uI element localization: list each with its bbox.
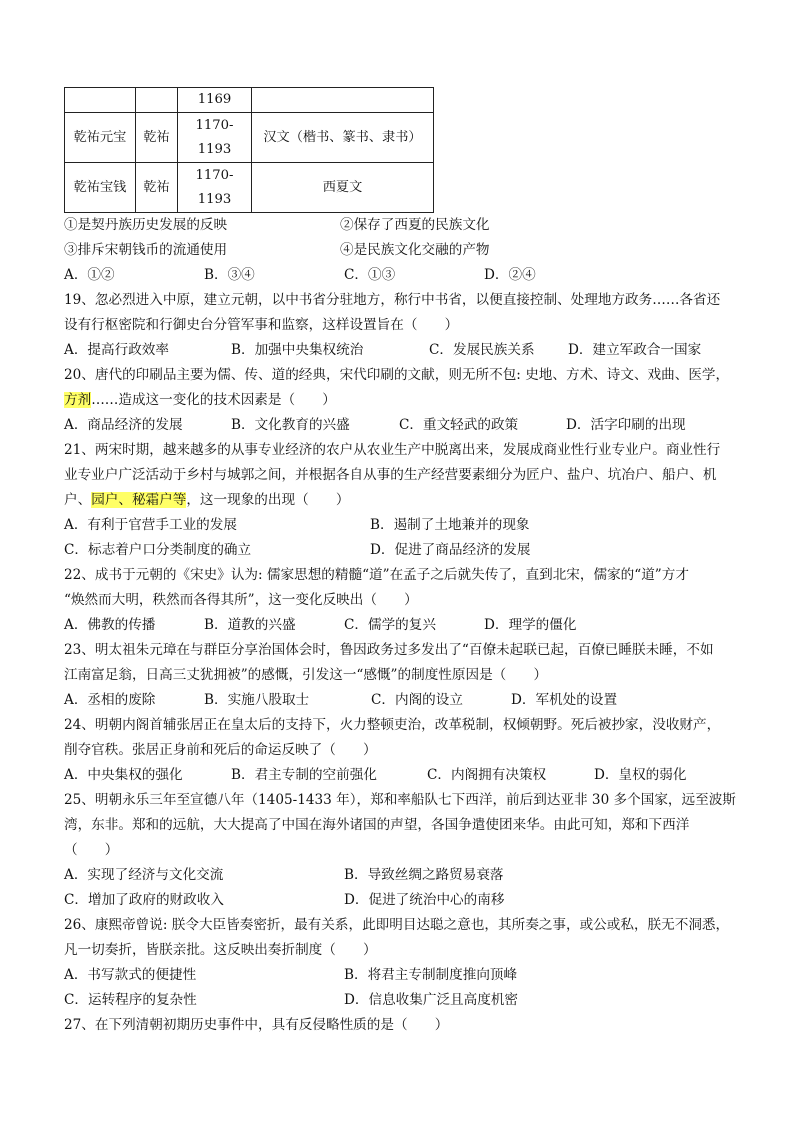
option-d: D．皇权的弱化 xyxy=(594,767,687,783)
era-cell: 乾祐 xyxy=(136,163,178,213)
option-a: A．①② xyxy=(64,267,115,283)
question-text: 24、明朝内阁首辅张居正在皇太后的支持下，火力整顿吏治，改革税制，权倾朝野。死后被抄家，没收财产， xyxy=(64,717,721,733)
question-text: 湾，东非。郑和的远航，大大提高了中国在海外诸国的声望，各国争遣使团来华。由此可知，郑和下西洋 xyxy=(64,817,690,833)
statement: ①是契丹族历史发展的反映 xyxy=(64,217,228,233)
options-row xyxy=(64,613,744,638)
option-d: D．促进了统治中心的南移 xyxy=(344,892,505,908)
option-b: B．将君主专制制度推向顶峰 xyxy=(344,967,518,983)
coin-name-cell: 乾祐元宝 xyxy=(65,113,136,163)
option-c: C．运转程序的复杂性 xyxy=(64,992,197,1008)
question-text: 21、两宋时期，越来越多的从事专业经济的农户从农业生产中脱离出来，发展成商业性行业专业户。商业性行 xyxy=(64,442,721,458)
option-a: A．商品经济的发展 xyxy=(64,417,183,433)
question-text-part: 户、 xyxy=(64,492,92,508)
option-a: A．实现了经济与文化交流 xyxy=(64,867,224,883)
table-row xyxy=(65,113,434,163)
option-c: C．儒学的复兴 xyxy=(344,617,436,633)
coin-table xyxy=(64,87,434,213)
question-text: （ ） xyxy=(64,842,119,858)
table-row xyxy=(65,163,434,213)
script-cell: 西夏文 xyxy=(252,163,434,213)
option-b: B．导致丝绸之路贸易衰落 xyxy=(344,867,504,883)
statement-row xyxy=(64,238,744,263)
question-text: 19、忽必烈进入中原，建立元朝，以中书省分驻地方，称行中书省，以便直接控制、处理地方政务……各省还 xyxy=(64,292,721,308)
option-b: B．道教的兴盛 xyxy=(204,617,296,633)
option-b: B．君主专制的空前强化 xyxy=(231,767,377,783)
highlighted-text: 园户、秘霜户等 xyxy=(91,492,187,508)
option-c: C．增加了政府的财政收入 xyxy=(64,892,224,908)
option-d: D．军机处的设置 xyxy=(511,692,618,708)
question-text: 江南富足翁，日高三丈犹拥被”的感慨，引发这一“感慨”的制度性原因是（ ） xyxy=(64,667,548,683)
question-text-part: ，这一现象的出现（ ） xyxy=(186,492,350,508)
options-row xyxy=(64,763,744,788)
era-cell: 乾祐 xyxy=(136,113,178,163)
statement: ②保存了西夏的民族文化 xyxy=(340,217,490,233)
option-a: A．丞相的废除 xyxy=(64,692,156,708)
option-b: B．③④ xyxy=(204,267,255,283)
coin-name-cell xyxy=(65,88,136,113)
year-text: 1170- xyxy=(195,167,234,183)
statement-row xyxy=(64,213,744,238)
option-b: B．实施八股取士 xyxy=(204,692,310,708)
option-b: B．遏制了土地兼并的现象 xyxy=(370,517,530,533)
coin-name-cell: 乾祐宝钱 xyxy=(65,163,136,213)
script-cell xyxy=(252,88,434,113)
question-text: 20、唐代的印刷品主要为儒、传、道的经典，宋代印刷的文献，则无所不包: 史地、方术、诗文、戏曲、医学， xyxy=(64,367,730,383)
question-text: 25、明朝永乐三年至宣德八年（1405-1433 年），郑和率船队七下西洋，前后到达亚非 30 多个国家，远至波斯 xyxy=(64,792,736,808)
question-text xyxy=(64,488,744,513)
question-text: 23、明太祖朱元璋在与群臣分享治国体会时，鲁因政务过多发出了“百僚未起联已起，百僚已睡朕未睡，不如 xyxy=(64,642,714,658)
question-text: 26、康熙帝曾说: 朕令大臣皆奏密折，最有关系，此即明目达聪之意也，其所奏之事，或公或私，朕无不洞悉， xyxy=(64,917,730,933)
question-text: 业专业户广泛活动于乡村与城郭之间，并根据各自从事的生产经营要素细分为匠户、盐户、坑冶户、船户、机 xyxy=(64,467,717,483)
options-row xyxy=(64,688,744,713)
highlighted-text: 方剂 xyxy=(64,392,92,408)
option-c: C．内阁的设立 xyxy=(371,692,463,708)
statement: ④是民族文化交融的产物 xyxy=(340,242,490,258)
year-text: 1170- xyxy=(195,117,234,133)
option-c: C．内阁拥有决策权 xyxy=(427,767,547,783)
option-c: C．标志着户口分类制度的确立 xyxy=(64,542,252,558)
option-d: D．建立军政合一国家 xyxy=(568,342,702,358)
year-text: 1169 xyxy=(197,92,232,107)
option-c: C．重文轻武的政策 xyxy=(399,417,519,433)
years-cell xyxy=(178,113,252,163)
question-text-part: ……造成这一变化的技术因素是（ ） xyxy=(91,392,336,408)
options-row xyxy=(64,338,744,363)
options-row xyxy=(64,863,744,888)
option-d: D．理学的僵化 xyxy=(484,617,577,633)
option-a: A．佛教的传播 xyxy=(64,617,156,633)
options-row xyxy=(64,988,744,1013)
option-a: A．有利于官营手工业的发展 xyxy=(64,517,237,533)
options-row xyxy=(64,888,744,913)
table-row xyxy=(65,88,434,113)
option-b: B．文化教育的兴盛 xyxy=(231,417,350,433)
option-a: A．中央集权的强化 xyxy=(64,767,183,783)
question-text: 削夺官秩。张居正身前和死后的命运反映了（ ） xyxy=(64,742,377,758)
year-text: 1193 xyxy=(197,141,232,157)
question-text: “焕然而大明，秩然而各得其所”，这一变化反映出（ ） xyxy=(64,592,418,608)
option-c: C．发展民族关系 xyxy=(429,342,535,358)
options-row xyxy=(64,263,744,288)
document-page xyxy=(64,87,744,1038)
years-cell xyxy=(178,88,252,113)
script-cell: 汉文（楷书、篆书、隶书） xyxy=(252,113,434,163)
statement: ③排斥宋朝钱币的流通使用 xyxy=(64,242,228,258)
years-cell xyxy=(178,163,252,213)
option-d: D．活字印刷的出现 xyxy=(566,417,686,433)
option-a: A．书写款式的便捷性 xyxy=(64,967,197,983)
option-c: C．①③ xyxy=(344,267,396,283)
question-text xyxy=(64,388,744,413)
era-cell xyxy=(136,88,178,113)
question-text: 凡一切奏折，皆朕亲批。这反映出奏折制度（ ） xyxy=(64,942,377,958)
question-text: 22、成书于元朝的《宋史》认为: 儒家思想的精髓“道”在孟子之后就失传了，直到北宋，儒家的“道”方才 xyxy=(64,567,689,583)
options-row xyxy=(64,513,744,538)
option-d: D．②④ xyxy=(484,267,536,283)
options-row xyxy=(64,538,744,563)
option-b: B．加强中央集权统治 xyxy=(231,342,364,358)
options-row xyxy=(64,413,744,438)
question-text: 设有行枢密院和行御史台分管军事和监察，这样设置旨在（ ） xyxy=(64,317,459,333)
option-a: A．提高行政效率 xyxy=(64,342,169,358)
options-row xyxy=(64,963,744,988)
option-d: D．信息收集广泛且高度机密 xyxy=(344,992,519,1008)
question-text: 27、在下列清朝初期历史事件中，具有反侵略性质的是（ ） xyxy=(64,1017,449,1033)
year-text: 1193 xyxy=(197,191,232,207)
option-d: D．促进了商品经济的发展 xyxy=(370,542,531,558)
